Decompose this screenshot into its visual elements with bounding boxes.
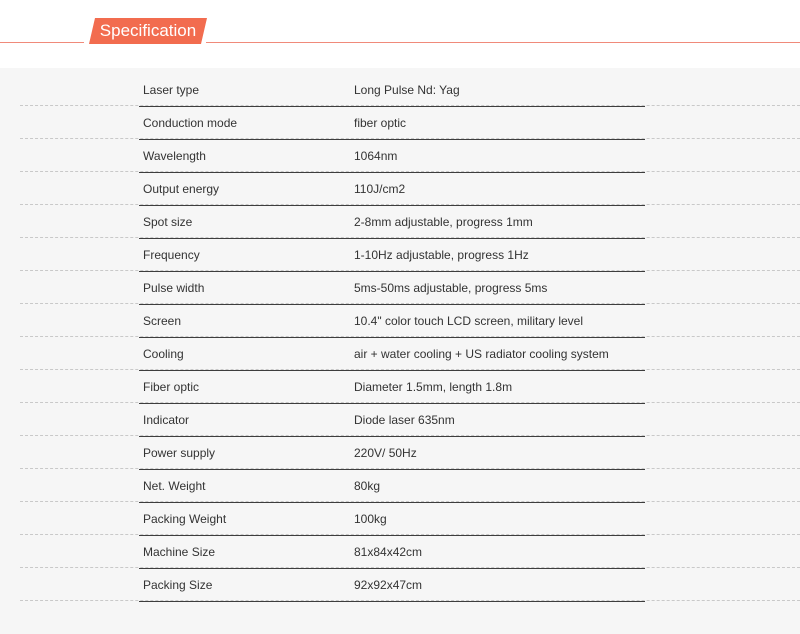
header-divider-right (206, 42, 800, 43)
spec-value: 2-8mm adjustable, progress 1mm (354, 215, 533, 229)
spec-value: 5ms-50ms adjustable, progress 5ms (354, 281, 548, 295)
spec-label: Fiber optic (143, 380, 200, 394)
section-title: Specification (99, 21, 197, 40)
table-row (139, 74, 645, 107)
spec-value: 10.4" color touch LCD screen, military level (354, 314, 584, 328)
spec-label: Frequency (143, 248, 200, 262)
table-row (139, 536, 645, 569)
spec-label: Net. Weight (143, 479, 206, 493)
table-row (139, 107, 645, 140)
spec-label: Laser type (143, 83, 200, 97)
spec-value: 80kg (354, 479, 381, 493)
spec-value: 110J/cm2 (354, 182, 406, 196)
spec-value: 100kg (354, 512, 387, 526)
spec-label: Packing Size (143, 578, 213, 592)
spec-label: Machine Size (143, 545, 216, 559)
header-divider-left (0, 42, 84, 43)
table-row (139, 503, 645, 536)
spec-value: air + water cooling + US radiator cooling system (354, 347, 609, 361)
spec-value: fiber optic (354, 116, 407, 130)
spec-value: 1064nm (354, 149, 398, 163)
table-row (139, 569, 645, 602)
table-row (139, 371, 645, 404)
spec-label: Conduction mode (143, 116, 238, 130)
spec-label: Packing Weight (143, 512, 227, 526)
section-title-tab (89, 18, 207, 44)
spec-label: Indicator (143, 413, 190, 427)
table-row (139, 470, 645, 503)
spec-value: 220V/ 50Hz (354, 446, 417, 460)
spec-value: Diameter 1.5mm, length 1.8m (354, 380, 513, 394)
table-row (139, 239, 645, 272)
spec-label: Screen (143, 314, 182, 328)
spec-value: 92x92x47cm (354, 578, 423, 592)
table-row (139, 404, 645, 437)
spec-label: Cooling (143, 347, 184, 361)
spec-label: Power supply (143, 446, 216, 460)
specification-table (139, 74, 645, 602)
table-row (139, 338, 645, 371)
spec-value: Diode laser 635nm (354, 413, 455, 427)
section-header (0, 0, 800, 68)
spec-value: Long Pulse Nd: Yag (354, 83, 460, 97)
spec-label: Output energy (143, 182, 220, 196)
spec-value: 81x84x42cm (354, 545, 423, 559)
table-row (139, 305, 645, 338)
spec-value: 1-10Hz adjustable, progress 1Hz (354, 248, 529, 262)
table-row (139, 272, 645, 305)
table-row (139, 437, 645, 470)
spec-label: Pulse width (143, 281, 205, 295)
spec-label: Wavelength (143, 149, 206, 163)
table-row (139, 173, 645, 206)
table-row (139, 206, 645, 239)
table-row (139, 140, 645, 173)
spec-label: Spot size (143, 215, 193, 229)
